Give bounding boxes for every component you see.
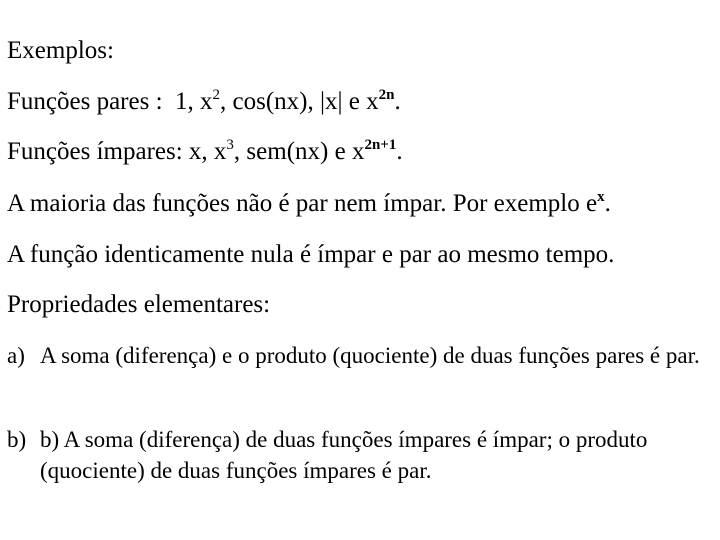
odd-items-b: , sem(nx) e x	[233, 138, 365, 165]
even-end: .	[394, 88, 401, 115]
even-items-a: 1, x	[175, 88, 213, 115]
even-sup-1: 2	[212, 87, 221, 103]
even-items-b: , cos(nx), |x| e x	[220, 88, 379, 115]
properties-heading	[7, 290, 270, 320]
property-text-b: b) A soma (diferença) de duas funções ímpares é ímpar; o produto (quociente) de duas funções ímpares é par.	[40, 427, 648, 483]
neither-text: A maioria das funções não é par nem ímpar. Por exemplo e	[7, 190, 598, 217]
odd-sup-1: 3	[226, 137, 234, 153]
heading-examples	[7, 36, 114, 66]
odd-sup-2: 2n+1	[364, 137, 397, 153]
property-marker-b: b)	[7, 427, 27, 452]
odd-label: Funções ímpares: x, x	[7, 138, 227, 165]
properties-heading-text: Propriedades elementares:	[7, 291, 271, 318]
property-item-a	[7, 340, 717, 371]
even-functions-line	[7, 87, 401, 120]
property-item-b	[7, 424, 717, 486]
zero-function-line	[7, 240, 614, 270]
even-label: Funções pares :	[7, 88, 163, 115]
neither-end: .	[604, 190, 611, 217]
neither-sup: x	[597, 189, 605, 205]
neither-line	[7, 189, 611, 222]
property-text-a: A soma (diferença) e o produto (quociente) de duas funções pares é par.	[40, 343, 700, 368]
property-marker-a: a)	[7, 343, 25, 368]
even-sup-2: 2n	[378, 87, 395, 103]
odd-end: .	[396, 138, 403, 165]
heading-examples-text: Exemplos:	[7, 37, 114, 64]
zero-function-text: A função identicamente nula é ímpar e par ao mesmo tempo.	[7, 241, 615, 268]
odd-functions-line	[7, 137, 403, 170]
